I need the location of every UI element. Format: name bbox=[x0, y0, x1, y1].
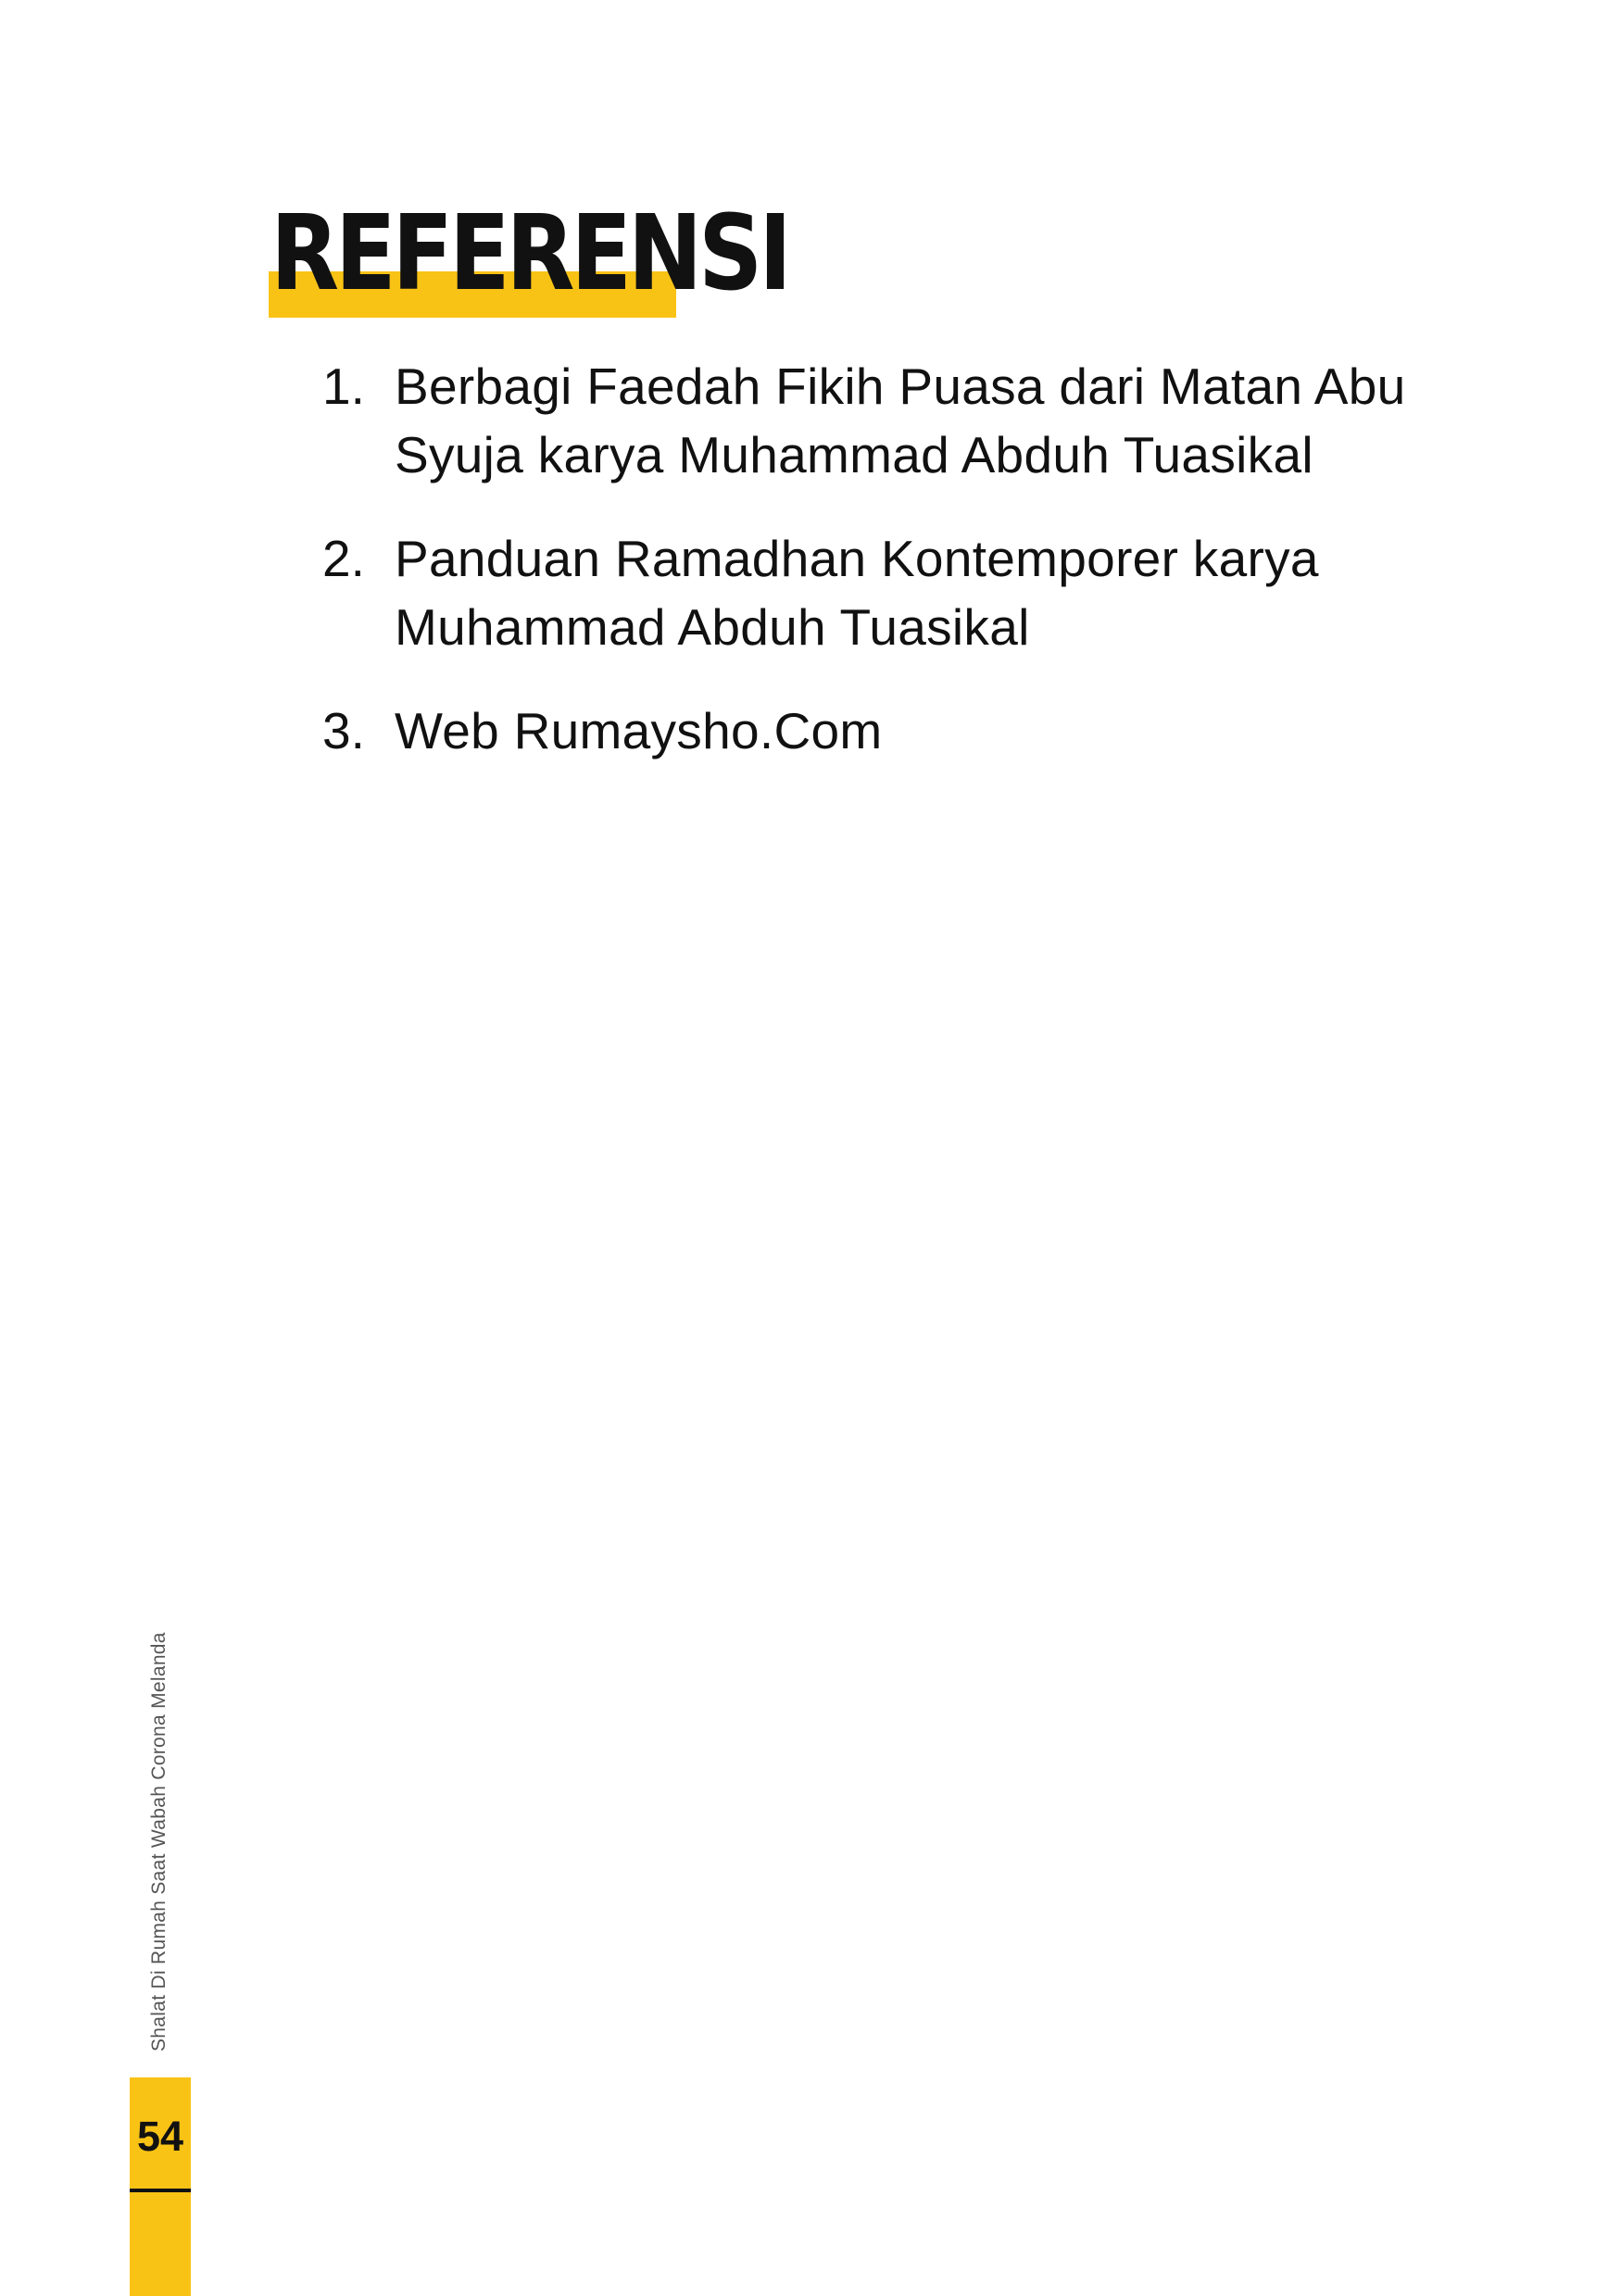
reference-item bbox=[322, 696, 1452, 765]
page-number-rule bbox=[130, 2189, 191, 2192]
running-title: Shalat Di Rumah Saat Wabah Corona Melanda bbox=[148, 1632, 170, 2051]
reference-list bbox=[322, 352, 1452, 800]
reference-text: Berbagi Faedah Fikih Puasa dari Matan Abu Syuja karya Muhammad Abduh Tuasikal bbox=[395, 358, 1406, 483]
reference-number: 1. bbox=[322, 358, 365, 415]
reference-number: 2. bbox=[322, 530, 365, 587]
reference-number: 3. bbox=[322, 702, 365, 759]
page-number: 54 bbox=[136, 2113, 184, 2160]
page-number-tab bbox=[130, 2077, 191, 2296]
reference-text: Panduan Ramadhan Kontemporer karya Muhammad Abduh Tuasikal bbox=[395, 530, 1319, 656]
heading-title: REFERENSI bbox=[270, 194, 788, 314]
reference-text: Web Rumaysho.Com bbox=[395, 702, 883, 759]
reference-item bbox=[322, 352, 1452, 489]
section-heading bbox=[269, 194, 788, 318]
reference-item bbox=[322, 524, 1452, 661]
